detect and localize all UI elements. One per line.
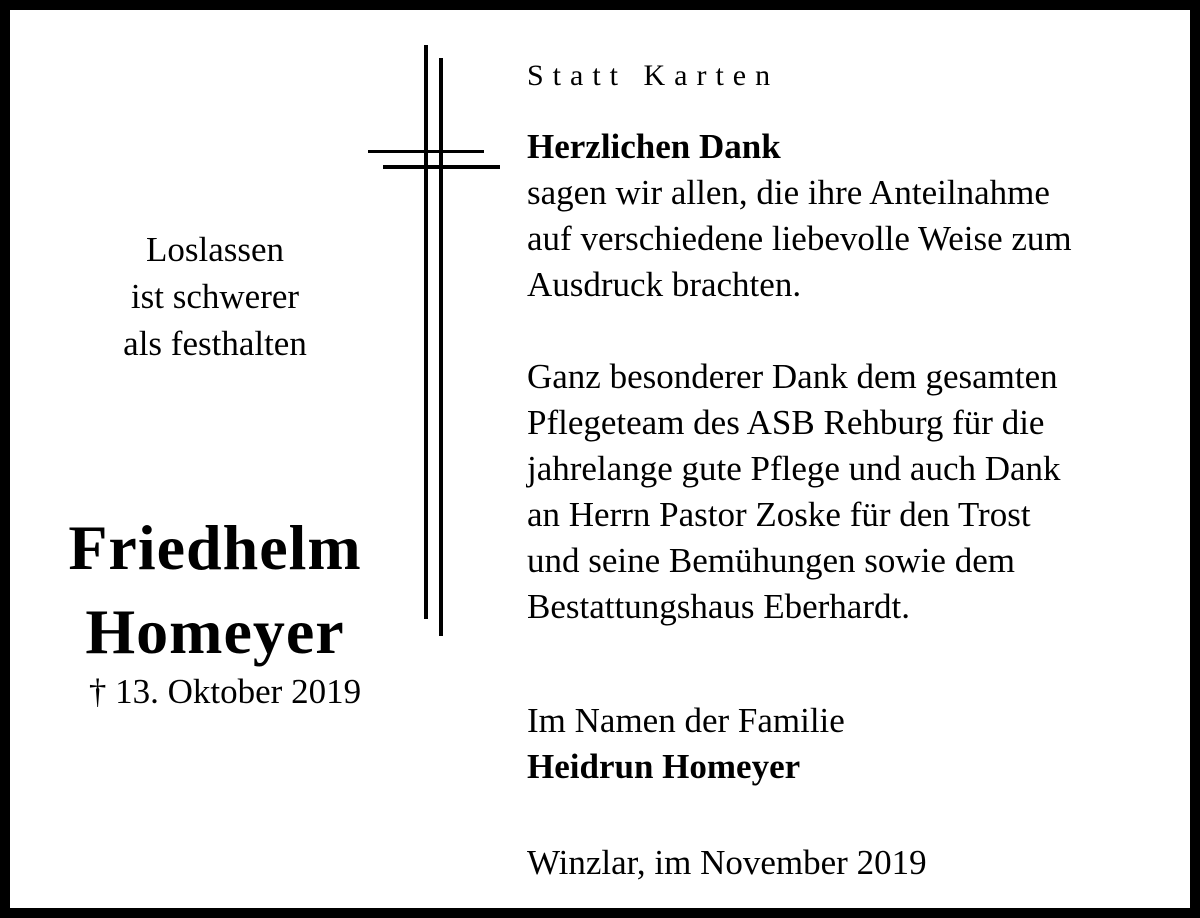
thanks-paragraph — [527, 124, 1187, 308]
family-intro: Im Namen der Familie — [527, 701, 845, 740]
special-thanks-line: Pflegeteam des ASB Rehburg für die — [527, 403, 1045, 442]
place-date: Winzlar, im November 2019 — [527, 843, 927, 882]
special-thanks-line: an Herrn Pastor Zoske für den Trost — [527, 495, 1031, 534]
cross-horizontal-line — [383, 165, 500, 169]
cross-vertical-line — [424, 45, 428, 619]
salutation: Statt Karten — [527, 59, 780, 92]
special-thanks-line: jahrelange gute Pflege und auch Dank — [527, 449, 1061, 488]
motto-line: Loslassen — [145, 230, 285, 269]
cross-vertical-line — [439, 58, 443, 636]
motto-line: ist schwerer — [130, 277, 300, 316]
thanks-heading: Herzlichen Dank — [527, 127, 781, 166]
cross-horizontal-line — [368, 150, 484, 153]
special-thanks-paragraph — [527, 354, 1187, 630]
family-signature — [527, 698, 1187, 790]
thanks-line: Ausdruck brachten. — [527, 265, 802, 304]
death-date: † 13. Oktober 2019 — [88, 672, 362, 711]
special-thanks-line: Ganz besonderer Dank dem gesamten — [527, 357, 1058, 396]
motto-line: als festhalten — [123, 324, 307, 363]
thanks-line: sagen wir allen, die ihre Anteilnahme — [527, 173, 1050, 212]
deceased-name — [30, 506, 400, 674]
special-thanks-line: Bestattungshaus Eberhardt. — [527, 587, 910, 626]
motto — [30, 226, 400, 367]
deceased-last-name: Homeyer — [85, 596, 345, 667]
special-thanks-line: und seine Bemühungen sowie dem — [527, 541, 1015, 580]
deceased-first-name: Friedhelm — [68, 512, 362, 583]
thanks-line: auf verschiedene liebevolle Weise zum — [527, 219, 1072, 258]
signer-name: Heidrun Homeyer — [527, 747, 801, 786]
